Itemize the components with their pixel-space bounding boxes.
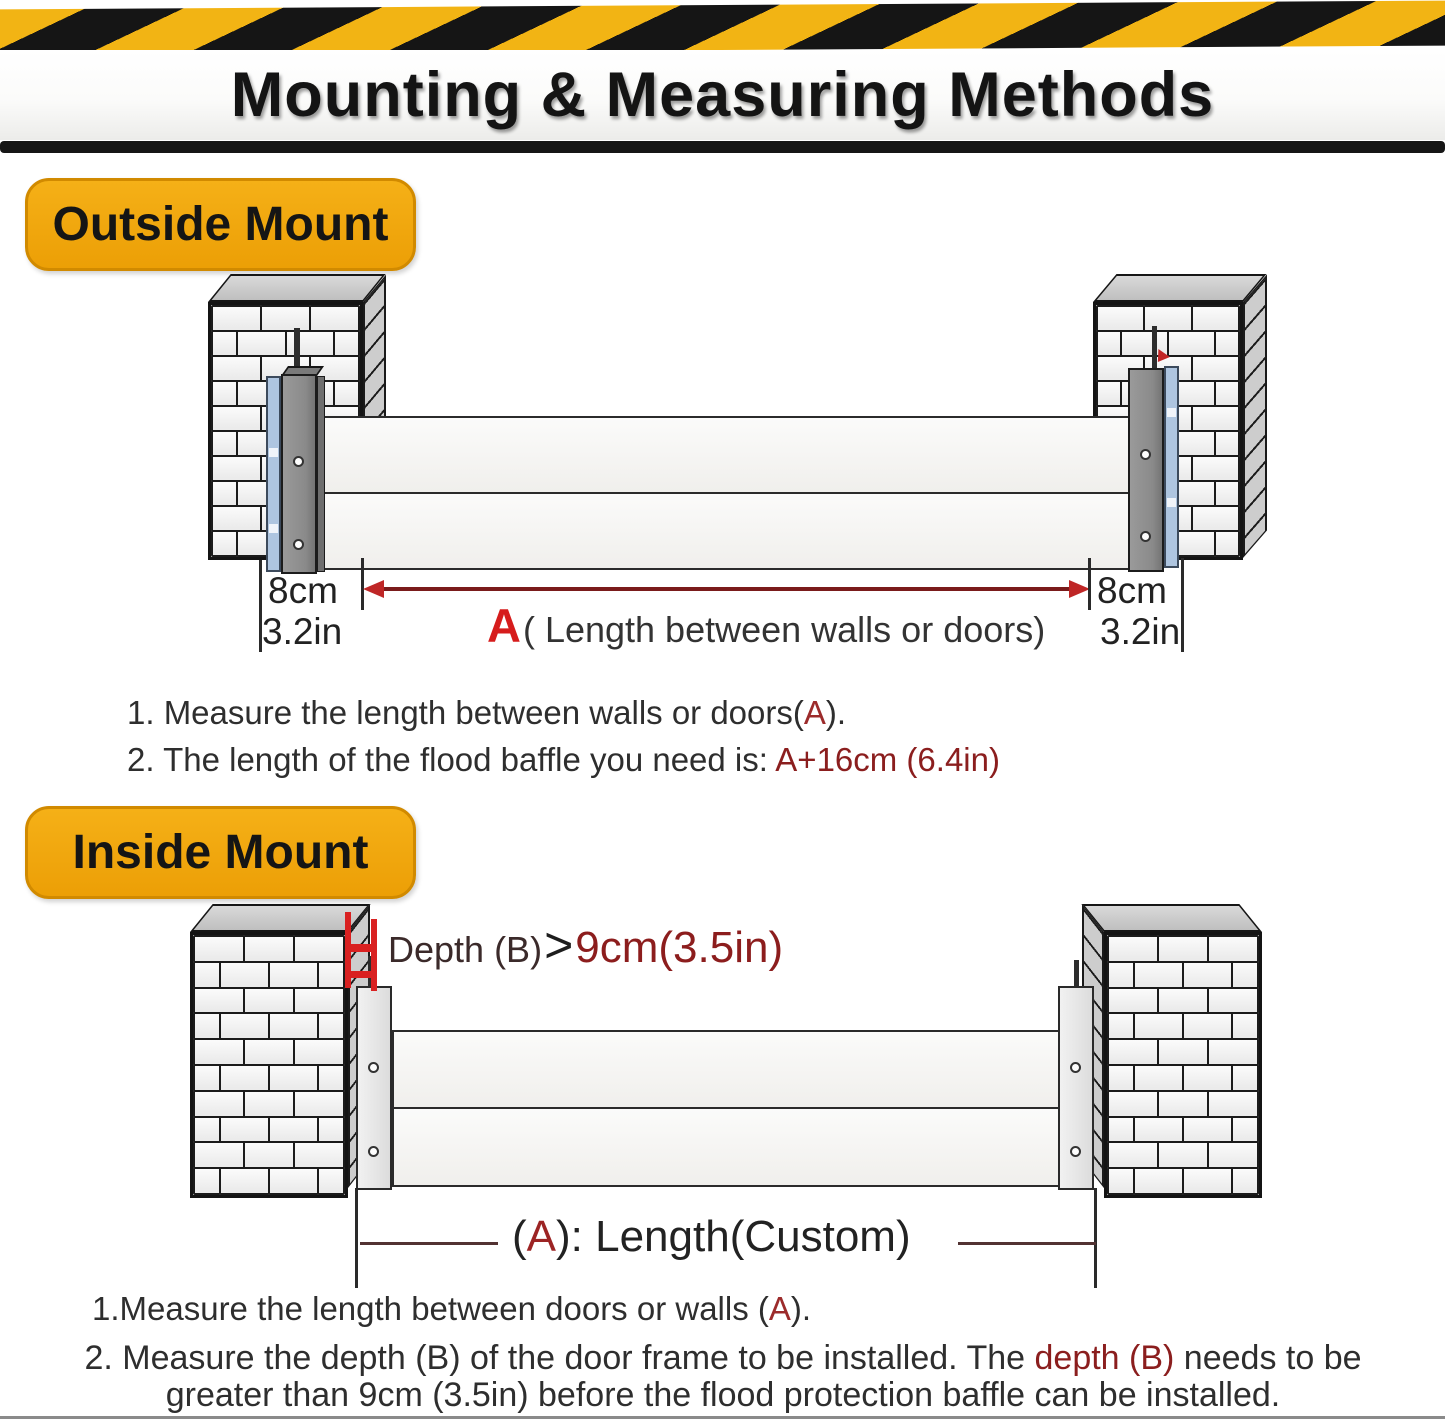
brick	[1107, 1090, 1159, 1118]
brick	[211, 405, 262, 432]
brick	[1182, 961, 1233, 989]
brick	[236, 330, 286, 357]
outside-dim-right-inch: 3.2in	[1100, 611, 1181, 652]
brick	[268, 1167, 319, 1195]
brick	[211, 505, 262, 532]
brick-row	[193, 961, 345, 989]
outside-span-label	[487, 598, 1045, 653]
outside-dim-left-inch: 3.2in	[262, 611, 343, 652]
brick	[1107, 1064, 1135, 1092]
brick	[219, 1167, 270, 1195]
brick	[1107, 1167, 1135, 1195]
brick	[1107, 961, 1135, 989]
brick	[1214, 380, 1240, 407]
brick	[1107, 1141, 1159, 1169]
brick	[211, 380, 238, 407]
inside-step2-red: depth (B)	[1034, 1339, 1175, 1377]
brick	[243, 935, 295, 963]
outside-left-gasket-strip	[266, 376, 281, 572]
inside-mount-label	[25, 806, 416, 899]
outside-step-2	[127, 741, 1000, 779]
inside-left-screw-hole-1	[368, 1062, 379, 1073]
brick	[211, 430, 238, 457]
inside-right-pillar-brick-wall	[1104, 932, 1262, 1198]
depth-indicator-bar-right	[371, 919, 377, 991]
brick	[268, 1116, 319, 1144]
inside-length-A: A	[526, 1212, 557, 1261]
outside-baffle-panel-top	[322, 416, 1130, 494]
brick-row	[1107, 1141, 1259, 1169]
outside-dim-arrowhead-left	[363, 580, 384, 598]
brick	[1191, 455, 1240, 482]
inside-step-2	[28, 1340, 1418, 1414]
brick	[1191, 405, 1240, 432]
inside-step1-post: ).	[790, 1290, 812, 1327]
brick-row	[193, 1064, 345, 1092]
depth-indicator-rung-1	[345, 944, 377, 952]
brick-row	[211, 305, 360, 332]
brick-row	[193, 1012, 345, 1040]
brick	[1107, 987, 1159, 1015]
inside-length-post: ): Length(Custom)	[556, 1212, 911, 1261]
brick	[1191, 305, 1240, 332]
brick	[1157, 987, 1209, 1015]
outside-dim-vline-right-inner	[1088, 558, 1091, 610]
brick	[243, 1141, 295, 1169]
outside-left-screw-hole-2	[293, 539, 304, 550]
outside-span-label-A: A	[487, 599, 521, 652]
outside-left-gasket-mark-1	[269, 448, 278, 457]
brick-row	[1107, 1167, 1259, 1195]
brick	[1157, 935, 1209, 963]
brick	[1182, 1012, 1233, 1040]
brick	[243, 1038, 295, 1066]
outside-baffle-panel-bottom	[322, 492, 1130, 570]
brick	[193, 1167, 221, 1195]
brick	[1096, 305, 1145, 332]
brick	[333, 380, 360, 407]
depth-label-value: 9cm(3.5in)	[575, 923, 784, 972]
outside-dim-right-cm: 8cm	[1097, 570, 1167, 611]
brick-row	[1107, 1090, 1259, 1118]
outside-step-1	[127, 694, 846, 732]
inside-baffle-panel-top	[392, 1030, 1060, 1109]
brick-row	[193, 935, 345, 963]
brick	[219, 1064, 270, 1092]
brick-row	[193, 1116, 345, 1144]
brick	[1133, 1116, 1184, 1144]
outside-dim-left-cm: 8cm	[268, 570, 338, 611]
outside-step2-value: A+16cm (6.4in)	[775, 741, 1000, 778]
brick	[1207, 1141, 1259, 1169]
brick	[193, 987, 245, 1015]
title-band	[0, 50, 1445, 140]
brick-row	[193, 987, 345, 1015]
brick	[293, 1038, 345, 1066]
brick	[243, 987, 295, 1015]
inside-right-screw-hole-1	[1070, 1062, 1081, 1073]
brick	[1191, 505, 1240, 532]
brick	[260, 305, 311, 332]
brick	[1107, 1038, 1159, 1066]
inside-dim-vline-left	[355, 1188, 358, 1288]
brick-row	[193, 1038, 345, 1066]
brick-row	[1096, 305, 1240, 332]
brick	[268, 1064, 319, 1092]
outside-right-anchor-pin	[1152, 326, 1157, 370]
inside-right-anchor-pin	[1074, 960, 1079, 988]
outside-dim-vline-right-outer	[1181, 558, 1184, 652]
brick	[1096, 330, 1122, 357]
brick	[1143, 305, 1192, 332]
brick	[211, 305, 262, 332]
brick	[1207, 1038, 1259, 1066]
brick	[211, 355, 262, 382]
brick	[1214, 480, 1240, 507]
brick	[1207, 987, 1259, 1015]
inside-right-channel	[1058, 986, 1094, 1190]
inside-step-1	[92, 1290, 811, 1328]
brick	[1207, 935, 1259, 963]
brick	[1231, 961, 1259, 989]
brick	[1207, 1090, 1259, 1118]
brick-row	[211, 330, 360, 357]
depth-indicator-rung-2	[347, 971, 373, 978]
brick	[1133, 1167, 1184, 1195]
brick	[1182, 1116, 1233, 1144]
inside-left-pillar-cap	[190, 904, 371, 932]
brick	[1214, 430, 1240, 457]
brick-row	[1107, 1064, 1259, 1092]
brick-row	[1107, 1038, 1259, 1066]
brick	[293, 1090, 345, 1118]
brick	[268, 961, 319, 989]
outside-mount-label-text: Outside Mount	[52, 198, 389, 251]
brick	[193, 1064, 221, 1092]
outside-right-gasket-strip	[1164, 366, 1179, 568]
brick	[309, 305, 360, 332]
brick	[1157, 1090, 1209, 1118]
brick-row	[1107, 987, 1259, 1015]
depth-label	[388, 916, 783, 974]
brick	[193, 1012, 221, 1040]
brick	[317, 1167, 345, 1195]
outside-right-gasket-mark-1	[1167, 408, 1176, 417]
outside-step1-A: A	[803, 694, 826, 731]
brick-row	[193, 1167, 345, 1195]
brick	[1182, 1167, 1233, 1195]
brick	[333, 330, 360, 357]
brick	[1157, 1141, 1209, 1169]
brick	[1231, 1116, 1259, 1144]
inside-left-pillar-brick-wall	[190, 932, 348, 1198]
outside-right-screw-hole-2	[1140, 531, 1151, 542]
inside-step1-A: A	[768, 1290, 791, 1327]
brick	[285, 330, 335, 357]
outside-right-pillar-cap	[1093, 274, 1266, 302]
inside-baffle-panel-bottom	[392, 1107, 1060, 1187]
inside-length-pre: (	[512, 1212, 527, 1261]
brick	[1107, 935, 1159, 963]
brick-row	[1096, 330, 1240, 357]
outside-left-bracket-side	[317, 376, 325, 572]
outside-right-gasket-mark-2	[1167, 498, 1176, 507]
brick-row	[193, 1141, 345, 1169]
brick	[219, 1116, 270, 1144]
inside-left-channel	[356, 986, 392, 1190]
brick	[293, 1141, 345, 1169]
brick	[193, 1116, 221, 1144]
brick	[219, 961, 270, 989]
brick	[211, 330, 238, 357]
brick	[219, 1012, 270, 1040]
brick	[293, 987, 345, 1015]
outside-mount-label	[25, 178, 416, 271]
brick	[193, 1038, 245, 1066]
brick	[211, 530, 238, 557]
brick-row	[1107, 1116, 1259, 1144]
inside-right-pillar-cap	[1081, 904, 1262, 932]
hazard-stripe-band	[0, 0, 1445, 54]
brick	[193, 961, 221, 989]
brick	[1133, 961, 1184, 989]
brick-row	[1107, 1012, 1259, 1040]
outside-dim-arrow-line	[380, 587, 1072, 591]
banner-divider-bar	[0, 141, 1445, 153]
inside-step1-pre: 1.Measure the length between doors or walls (	[92, 1290, 769, 1327]
inside-dim-segment-right	[958, 1242, 1096, 1245]
outside-step2-pre: 2. The length of the flood baffle you need is:	[127, 741, 776, 778]
brick	[1182, 1064, 1233, 1092]
outside-left-screw-hole-1	[293, 456, 304, 467]
outside-step1-post: ).	[825, 694, 847, 731]
brick	[1133, 1012, 1184, 1040]
depth-label-text: Depth (B)	[388, 929, 543, 970]
outside-step1-pre: 1. Measure the length between walls or doors(	[127, 694, 804, 731]
page-title: Mounting & Measuring Methods	[230, 60, 1215, 130]
outside-left-gasket-mark-2	[269, 524, 278, 533]
inside-mount-label-text: Inside Mount	[72, 826, 369, 879]
brick	[317, 961, 345, 989]
outside-right-pillar-side	[1243, 274, 1267, 558]
brick-row	[1107, 935, 1259, 963]
inside-left-screw-hole-2	[368, 1146, 379, 1157]
brick	[211, 480, 238, 507]
brick	[1231, 1167, 1259, 1195]
brick	[193, 935, 245, 963]
outside-dim-arrowhead-right	[1069, 580, 1090, 598]
bottom-edge-line	[0, 1416, 1445, 1419]
inside-step2-part2: needs to be greater than 9cm (3.5in) before the flood protection baffle can be installed.	[165, 1339, 1362, 1414]
brick-row	[1107, 961, 1259, 989]
brick	[317, 1064, 345, 1092]
inside-dim-vline-right	[1094, 1188, 1097, 1288]
brick	[1096, 380, 1122, 407]
brick	[1231, 1064, 1259, 1092]
greater-than-sign: >	[544, 917, 574, 973]
brick	[293, 935, 345, 963]
inside-step2-part1: 2. Measure the depth (B) of the door frame to be installed. The	[84, 1339, 1035, 1377]
inside-right-screw-hole-2	[1070, 1146, 1081, 1157]
brick	[268, 1012, 319, 1040]
brick	[1167, 330, 1216, 357]
outside-span-label-text: ( Length between walls or doors)	[522, 609, 1046, 650]
brick	[211, 455, 262, 482]
brick	[193, 1090, 245, 1118]
brick	[243, 1090, 295, 1118]
brick	[1107, 1012, 1135, 1040]
inside-dim-segment-left	[360, 1242, 498, 1245]
brick	[1214, 530, 1240, 557]
brick	[1231, 1012, 1259, 1040]
brick	[1191, 355, 1240, 382]
brick-row	[193, 1090, 345, 1118]
outside-right-screw-hole-1	[1140, 449, 1151, 460]
brick	[193, 1141, 245, 1169]
brick	[317, 1116, 345, 1144]
brick	[317, 1012, 345, 1040]
brick	[1157, 1038, 1209, 1066]
outside-left-pillar-cap	[208, 274, 386, 302]
brick	[1107, 1116, 1135, 1144]
brick	[1133, 1064, 1184, 1092]
inside-length-label	[512, 1212, 911, 1262]
brick	[1214, 330, 1240, 357]
